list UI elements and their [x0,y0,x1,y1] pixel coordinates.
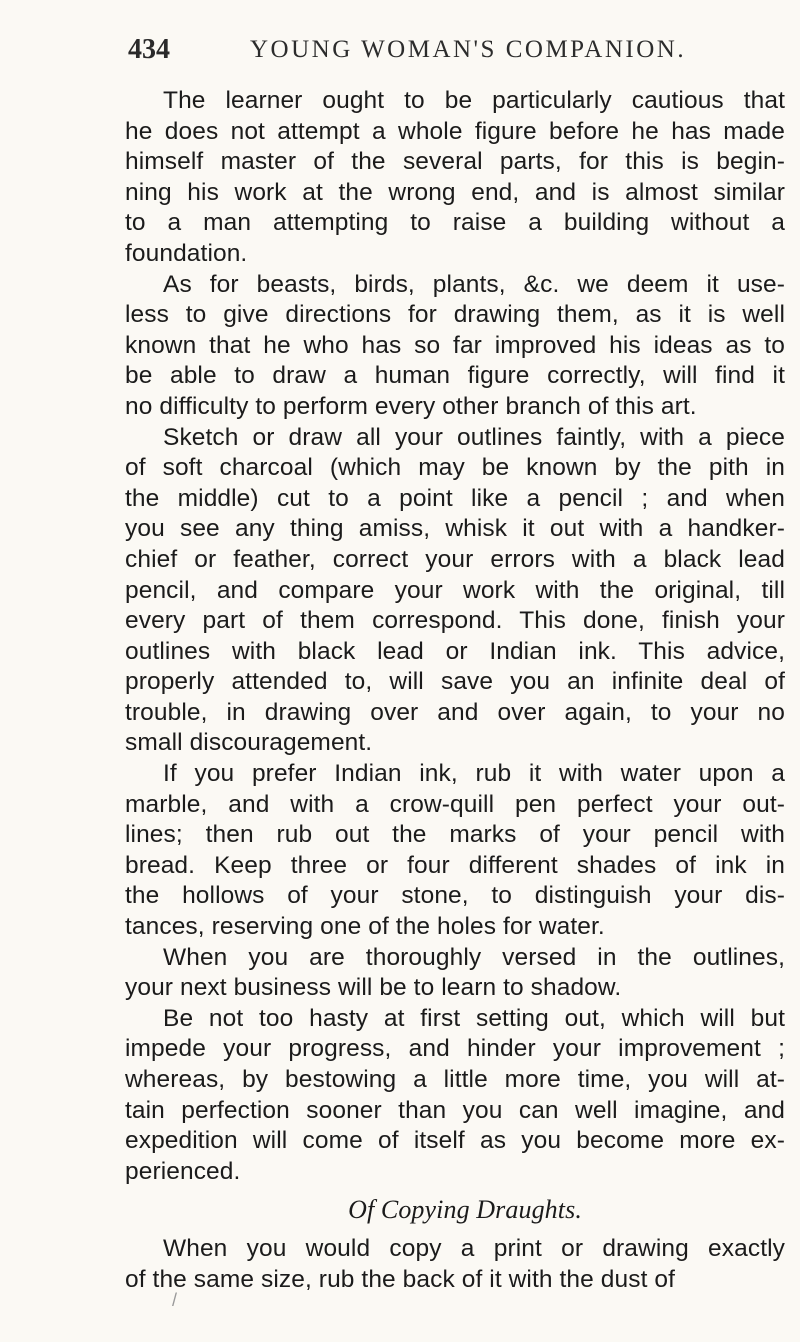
text-line: When you would copy a print or drawing exactly [163,1234,785,1262]
text-line: Be not too hasty at first setting out, which will but [163,1004,785,1032]
page-header [0,28,800,68]
text-line: you see any thing amiss, whisk it out with a handker- [125,515,785,543]
text-line: ning his work at the wrong end, and is almost similar [125,178,785,206]
text-line: As for beasts, birds, plants, &c. we deem it use- [163,270,785,298]
text-line: tances, reserving one of the holes for water. [125,913,605,941]
text-line: Sketch or draw all your outlines faintly, with a piece [163,423,785,451]
text-line: he does not attempt a whole figure before he has made [125,117,785,145]
text-line: of the same size, rub the back of it with the dust of [125,1265,676,1293]
paragraph [125,86,785,270]
text-line: himself master of the several parts, for this is begin- [125,148,785,176]
text-line: When you are thoroughly versed in the outlines, [163,943,785,971]
text-line: every part of them correspond. This done, finish your [125,607,785,635]
text-line: chief or feather, correct your errors with a black lead [125,545,785,573]
paragraph [125,270,785,423]
stray-pen-mark: / [172,1290,178,1310]
body-text [125,86,785,1295]
paragraph [125,423,785,760]
text-line: pencil, and compare your work with the original, till [125,576,785,604]
text-line: bread. Keep three or four different shades of ink in [125,851,785,879]
text-line: tain perfection sooner than you can well imagine, and [125,1096,785,1124]
text-line: perienced. [125,1157,241,1185]
paragraph [125,1234,785,1295]
text-line: to a man attempting to raise a building without a [125,209,785,237]
section-heading: Of Copying Draughts. [348,1195,582,1225]
text-line: trouble, in drawing over and over again, to your no [125,698,785,726]
paragraph [125,1004,785,1188]
text-line: less to give directions for drawing them, as it is well [125,301,785,329]
text-line: be able to draw a human figure correctly, will find it [125,362,785,390]
text-line: impede your progress, and hinder your improvement ; [125,1035,785,1063]
text-line: properly attended to, will save you an infinite deal of [125,668,785,696]
text-line: outlines with black lead or Indian ink. This advice, [125,637,785,665]
text-line: the middle) cut to a point like a pencil ; and when [125,484,785,512]
text-line: your next business will be to learn to shadow. [125,974,622,1002]
text-line: whereas, by bestowing a little more time, you will at- [125,1066,785,1093]
text-line: expedition will come of itself as you become more ex- [125,1127,785,1155]
text-line: the hollows of your stone, to distinguish your dis- [125,882,785,910]
page-number: 434 [128,34,170,65]
text-line: foundation. [125,239,248,267]
paragraph [125,943,785,1004]
text-line: The learner ought to be particularly cautious that [163,87,785,114]
text-line: If you prefer Indian ink, rub it with water upon a [163,760,785,788]
text-line: marble, and with a crow-quill pen perfect your out- [125,790,785,818]
running-head: YOUNG WOMAN'S COMPANION. [250,36,687,63]
text-line: small discouragement. [125,729,373,757]
text-line: no difficulty to perform every other branch of this art. [125,392,697,420]
text-line: of soft charcoal (which may be known by the pith in [125,454,785,482]
text-line: known that he who has so far improved his ideas as to [125,331,785,359]
text-line: lines; then rub out the marks of your pencil with [125,821,785,849]
paragraph [125,759,785,943]
